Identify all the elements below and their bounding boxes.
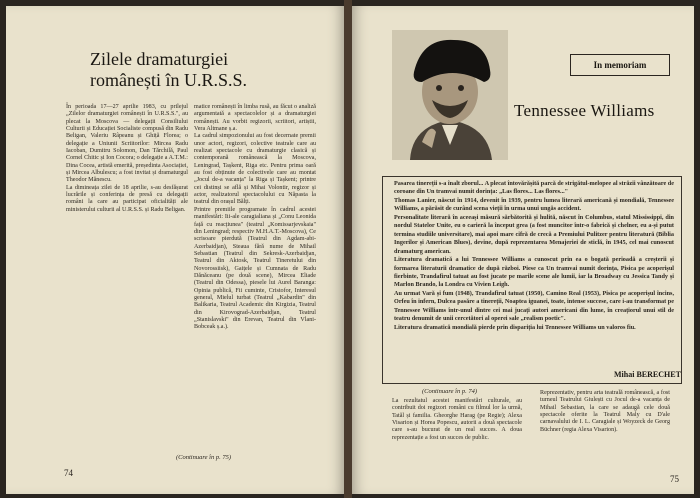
obituary-signature: Mihai BERECHET <box>614 370 681 379</box>
page-number-right: 75 <box>670 474 679 484</box>
continuation-column-1: La rezultatul acestei manifestări culturale, au contribuit doi regizori români cu filmul lor la urmă, Tatăl și familia. Gheorghe Harag (pe Regie); Alexa Visarion și Horea Popescu, autorii a două spectacole care s-au bucurat de un real succes. A doua reprezentație a fost un succes de public. <box>392 398 522 441</box>
page-number-left: 74 <box>64 468 73 478</box>
left-page <box>6 6 344 494</box>
in-memoriam-badge: In memoriam <box>570 54 670 76</box>
portrait-illustration <box>392 30 508 160</box>
article-column-1: În perioada 17—27 aprilie 1983, cu prilejul „Zilelor dramaturgiei românești în U.R.S.S.", au plecat la Moscova — delegații Consiliului Culturii și Educației Socialiste compusă din Radu Beligan, Valeriu Râpeanu și Ghiță Florea; o delegație a Uniunii Scriitorilor: Mircea Radu Iacoban, Dumitru Solomon, Dan Tărchilă, Paul Cornel Chitic și Ion Cocora; o delegație a A.T.M.: Dina Cocea, artistă emerită, președinta Asociației, și Mircea Albulescu; a fost invitat și dramaturgul Theodor Mănescu. La dimineața zilei de 18 aprilie, s-au desfășurat lucrările și conferința de presă cu delegații români la care au participat oficialități ale ministerului culturii al U.R.S.S. și Radu Beligan. <box>66 104 188 213</box>
continuation-note: (Continuare în p. 74) <box>422 388 478 395</box>
obituary-text: Pasarea tinereții s-a înalt zborul... A plecat întovărășită parcă de strigătul-melopee al străzii vânzătoare de coroane din Un tramvai numit dorința: „Las flores... Las flores..." Thomas Lanier, născut în 1914, devenit în 1939, pentru lumea literară americană și mondială, Tennessee Williams, a părăsit de curând scena vieții în urma unui ungăs accident. Personalitate literară în aceeași măsură sărbătorită și hulită, născut în Columbus, statul Mississippi, din nordul Statelor Unite, eu o carieră la început grea (a fost muncitor într-o fabrică și chelner, eu a-și putut termina studiile universitare), mai apoi mare cifră de crecă a Premiului Pulitzer pentru literatură (Biblia Ingerilor și American Blues), devine, după reprezentarea Menajeriei de sticlă, în 1945, cel mai cunoscut dramaturg american. Literatura dramatică a lui Tennessee Williams a cunoscut prin ea o bogată perioadă a creșterii și formarea literaturii dramatice de după război. Piese ca Un tramvai numit dorința, Pisica pe acoperișul fierbinte, Trandafirul tatuat au fost jucate pe marile scene ale lumii, iar la Broadway cu Jessica Tandy și Marlon Brando, la Londra cu Vivien Leigh. Au urmat Vară și fum (1948), Trandafirul tatuat (1950), Camino Real (1953), Pisica pe acoperișul încins, Orfeu în infern, Dulcea pasăre a tinereții, Noaptea iguanei, toate, intense succese, care i-au transformat pe Tennessee Williams într-unul dintre cei mai jucați autori americani din lume, în creațiorul unui stil de teatru denumit de unii cercetători al operei sale „realism poetic". Literatura dramatică mondială pierde prin dispariția lui Tennessee Williams un valoros fiu. <box>394 180 674 331</box>
article-column-2: matice românești în limba rusă, au făcut o analiză argumentată a spectacolelor și a dramaturgiei românești. Au vorbit regizorii, scriitori, artiștii, Vera Altmane ș.a. La cadrul simpozionului au fost decernate premii unor actori, regizori, colective teatrale care au realizat spectacole cu dramaturgie clasică și contemporană românească la Moscova, Leningrad, Tașkent, Riga etc. Pentru prima oară au fost obținute de colectivele care au montat „Jocul de-a vacanța" la Riga și Tașkent; printre cei distinși se află și Mihai Volontir, regizor și actor, realizatorul spectacolului cu Năpasta la teatrul din orașul Bălți. Printre premiile programate în cadrul acestei manifestări: Iii-ale caragialiana și „Conu Leonida față cu reacțiunea" (teatrul „Komissarjevskaia" din Leningrad; respectiv M.H.A.T.-Moscova), Ce scrisoare pierdută (Teatrul din Agdam-abi-Azerbaidjan), Steaua fără nume de Mihail Sebastian (Teatrul din Sekresk-Azerbaidjan, Teatrul din Aktosk, Teatrul Tineretului din Novorossiisk), Gaițele și Cumnata de Radu Dănăceanu (pe două scene), Mircea Eliade (Teatrul din Odessa), piesele lui Aurel Baranga: Opinia publică, Fii cuminte, Cristofor, Interesul general, Mielul turbat (Teatrul „Kabardin" din Balikaria, Teatrul Academic din Kirgizia, Teatrul din Kirovograd-Azerbaidjan, Teatrul „Stanislavski" din Erevan, Teatrul din Vlani-Bobceak ș.a.). <box>194 104 316 331</box>
continuation-column-2: Reprezentativ, pentru arta teatrală românească, a fost turneul Teatrului Giulești cu Jocul de-a vacanța de Mihail Sebastian, la care se adaugă cele două spectacole oferite la Teatrul Maly cu D'ale carnavalului de I. L. Caragiale și Woyzeck de Georg Büchner (regia Alexa Visarion). <box>540 390 670 433</box>
right-page <box>352 6 694 494</box>
obituary-name: Tennessee Williams <box>514 101 655 120</box>
portrait-photo <box>392 30 508 160</box>
continuation-note: (Continuare în p. 75) <box>176 454 232 461</box>
article-title: Zilele dramaturgiei românești în U.R.S.S. <box>90 49 248 90</box>
book-spine <box>344 0 352 498</box>
